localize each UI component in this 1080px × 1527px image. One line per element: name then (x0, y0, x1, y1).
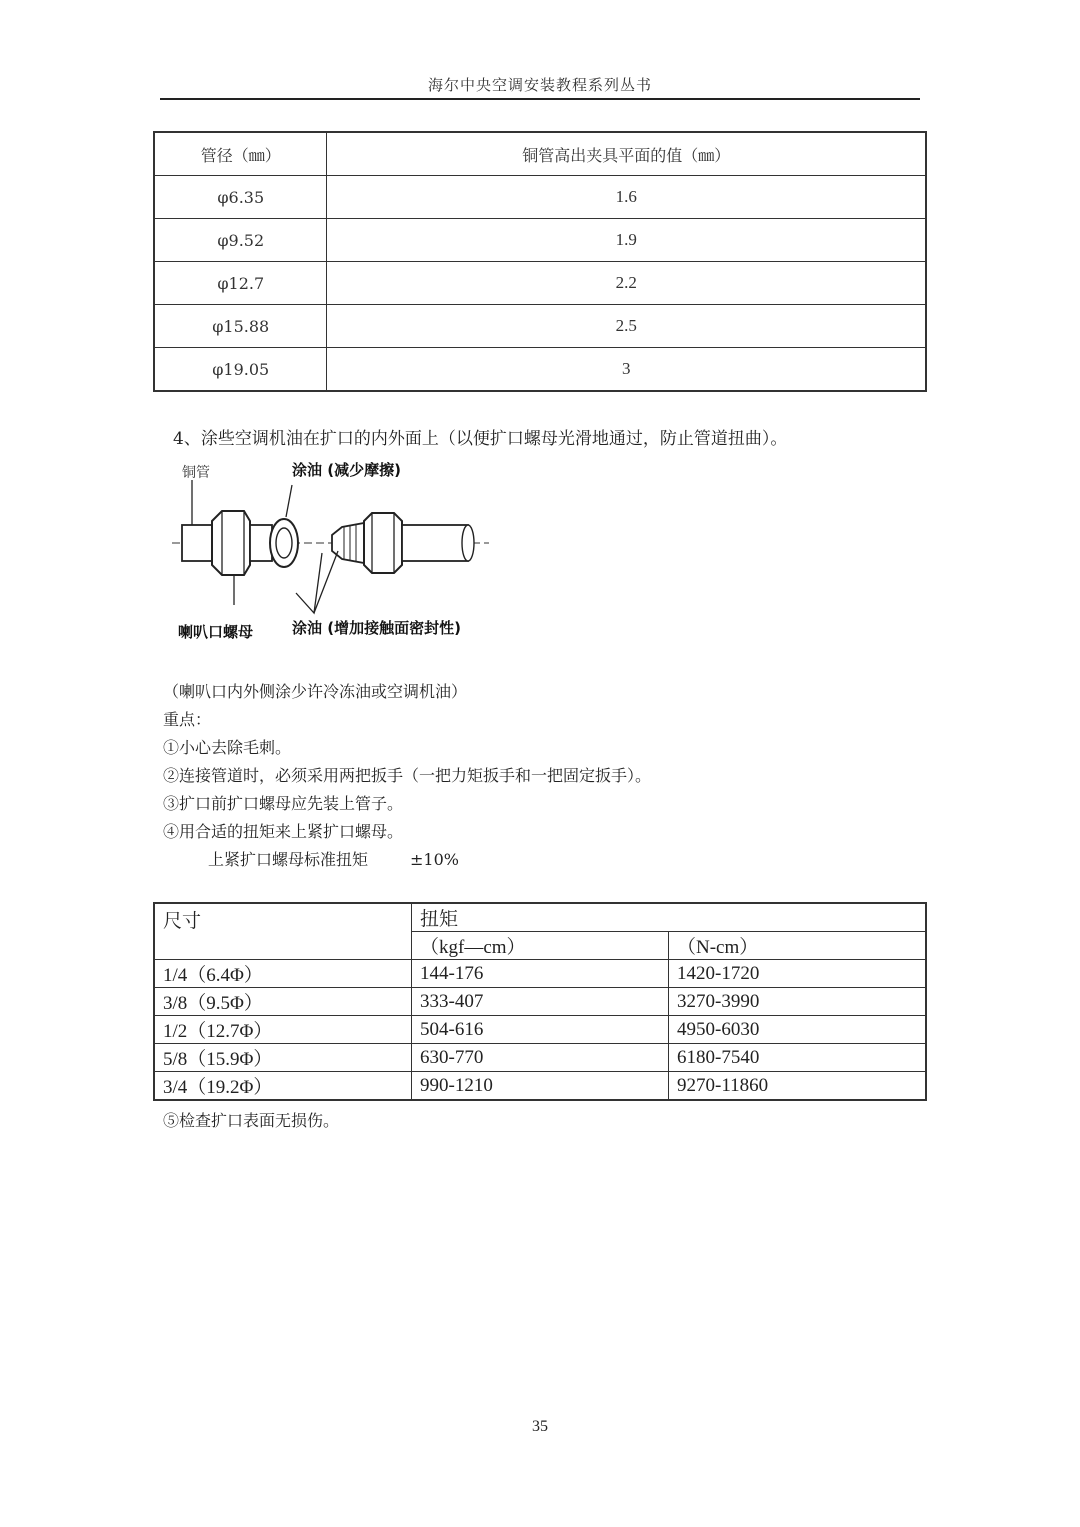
cell-ncm: 6180-7540 (669, 1044, 927, 1072)
step-4-text: 4、涂些空调机油在扩口的内外面上（以便扩口螺母光滑地通过，防止管道扭曲）。 (173, 429, 788, 449)
table-header-row (154, 132, 926, 176)
table-row (154, 1016, 926, 1044)
cell-kgf: 504-616 (412, 1016, 669, 1044)
key-point-item: ④用合适的扭矩来上紧扩口螺母。 (163, 822, 404, 841)
pipe-height-table (153, 131, 927, 392)
key-point-item-5: ⑤检查扩口表面无损伤。 (163, 1111, 340, 1130)
unit-n-cm: （N-cm） (669, 932, 927, 960)
key-point-item: ③扩口前扩口螺母应先装上管子。 (163, 794, 404, 813)
cell-ncm: 9270-11860 (669, 1072, 927, 1101)
cell-height: 2.2 (327, 262, 926, 305)
pipe-flare-shape (270, 519, 298, 567)
label-flare-nut: 喇叭口螺母 (178, 623, 254, 641)
cell-diameter: φ15.88 (154, 305, 327, 348)
table-row (154, 1072, 926, 1101)
cell-diameter: φ19.05 (154, 348, 327, 392)
cell-ncm: 3270-3990 (669, 988, 927, 1016)
column-header-torque: 扭矩 (412, 903, 927, 932)
table-row (154, 176, 926, 219)
torque-standard-line (163, 846, 651, 874)
table-row (154, 1044, 926, 1072)
label-oil-reduce-friction: 涂油 (减少摩擦) (292, 461, 401, 479)
union-fitting-shape (332, 513, 474, 573)
cell-height: 3 (327, 348, 926, 392)
table-row (154, 305, 926, 348)
flare-oil-diagram (164, 455, 494, 650)
figure-caption: （喇叭口内外侧涂少许冷冻油或空调机油） (163, 682, 468, 701)
table-row (154, 960, 926, 988)
notes-block (163, 678, 651, 874)
table-row (154, 348, 926, 392)
cell-height: 2.5 (327, 305, 926, 348)
key-point-item: ②连接管道时，必须采用两把扳手（一把力矩扳手和一把固定扳手）。 (163, 766, 652, 785)
cell-kgf: 990-1210 (412, 1072, 669, 1101)
cell-size: 5/8（15.9Φ） (154, 1044, 412, 1072)
table-header-row (154, 903, 926, 932)
running-header: 海尔中央空调安装教程系列丛书 (427, 76, 652, 94)
cell-size: 3/8（9.5Φ） (154, 988, 412, 1016)
cell-size: 1/4（6.4Φ） (154, 960, 412, 988)
cell-height: 1.9 (327, 219, 926, 262)
table-row (154, 219, 926, 262)
table-row (154, 262, 926, 305)
cell-kgf: 333-407 (412, 988, 669, 1016)
cell-size: 3/4（19.2Φ） (154, 1072, 412, 1101)
table-row (154, 988, 926, 1016)
cell-ncm: 4950-6030 (669, 1016, 927, 1044)
torque-standard-label: 上紧扩口螺母标准扭矩 (208, 850, 369, 869)
column-header-diameter: 管径（㎜） (154, 132, 327, 176)
label-oil-increase-seal: 涂油 (增加接触面密封性) (292, 619, 461, 637)
header-rule (160, 98, 920, 100)
cell-diameter: φ6.35 (154, 176, 327, 219)
flare-nut-shape (212, 511, 272, 575)
cell-kgf: 630-770 (412, 1044, 669, 1072)
key-point-item: ①小心去除毛刺。 (163, 738, 292, 757)
torque-table (153, 902, 927, 1101)
column-header-size: 尺寸 (154, 903, 412, 960)
cell-kgf: 144-176 (412, 960, 669, 988)
cell-diameter: φ9.52 (154, 219, 327, 262)
unit-kgf-cm: （kgf—cm） (412, 932, 669, 960)
torque-tolerance: ±10% (410, 850, 459, 869)
key-points-title: 重点： (163, 710, 212, 729)
label-copper-pipe: 铜管 (182, 465, 210, 481)
cell-ncm: 1420-1720 (669, 960, 927, 988)
cell-diameter: φ12.7 (154, 262, 327, 305)
cell-size: 1/2（12.7Φ） (154, 1016, 412, 1044)
page-number: 35 (532, 1418, 548, 1435)
cell-height: 1.6 (327, 176, 926, 219)
column-header-height: 铜管高出夹具平面的值（㎜） (327, 132, 926, 176)
